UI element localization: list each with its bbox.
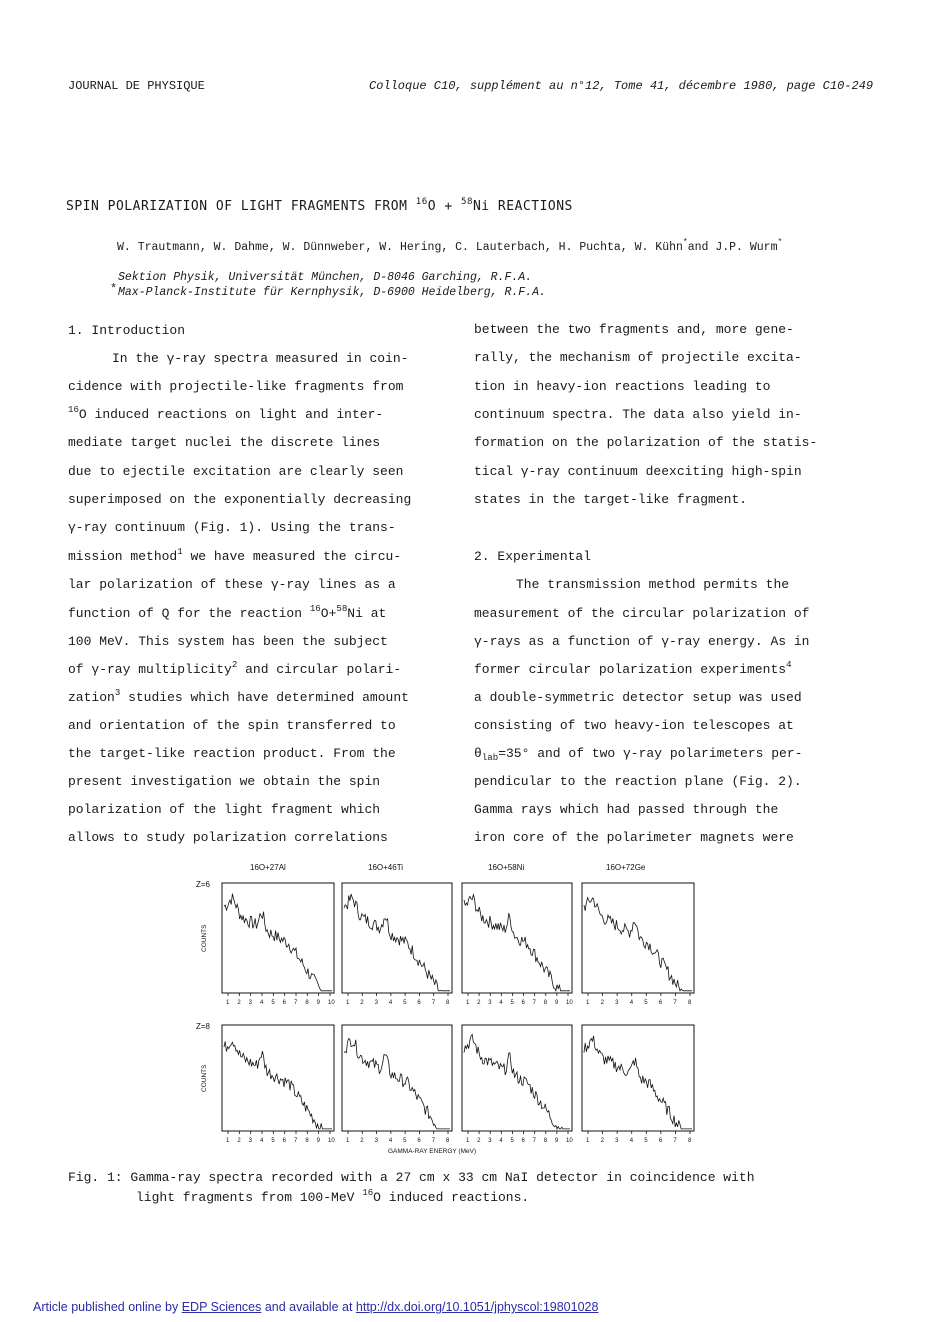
x-tick-label: 1: [346, 1138, 350, 1144]
x-tick-label: 3: [615, 1000, 619, 1006]
edp-sciences-link[interactable]: EDP Sciences: [181, 1300, 262, 1314]
x-tick-label: 1: [346, 1000, 350, 1006]
text-line: measurement of the circular polarization of: [474, 606, 810, 621]
x-tick-label: 1: [586, 1138, 590, 1144]
text-line: γ-ray continuum (Fig. 1). Using the trans-: [68, 520, 396, 535]
x-tick-label: 10: [328, 1000, 335, 1006]
text-line: superimposed on the exponentially decreasing: [68, 492, 412, 507]
row-label: Z=6: [196, 880, 211, 889]
text-line: iron core of the polarimeter magnets were: [474, 830, 794, 845]
panel-title: 16O+27Al: [250, 863, 286, 872]
text-line: mediate target nuclei the discrete lines: [68, 435, 381, 450]
x-tick-label: 5: [403, 1000, 407, 1006]
citation-line: Colloque C10, supplément au n°12, Tome 41, décembre 1980, page C10-249: [369, 79, 874, 93]
x-tick-label: 8: [543, 1138, 548, 1144]
text-line: mission method$^1$ we have measured the circu-: [68, 546, 402, 564]
x-tick-label: 10: [328, 1138, 335, 1144]
affiliation-star: *: [110, 282, 118, 296]
x-tick-label: 3: [488, 1000, 492, 1006]
text-line: states in the target-like fragment.: [474, 492, 748, 507]
text-line: $^{16}$O induced reactions on light and inter-: [68, 404, 384, 422]
affiliation-2: Max-Planck-Institute für Kernphysik, D-6900 Heidelberg, R.F.A.: [118, 286, 546, 299]
text-line: polarization of the light fragment which: [68, 802, 381, 817]
x-tick-label: 2: [237, 1138, 241, 1144]
spectrum-trace: [464, 895, 570, 991]
spectrum-frame: [582, 1025, 694, 1131]
x-tick-label: 7: [294, 1000, 298, 1006]
spectrum-frame: [342, 1025, 452, 1131]
text-line: and orientation of the spin transferred to: [68, 718, 396, 733]
spectrum-frame: [462, 1025, 572, 1131]
text-line: of γ-ray multiplicity$^2$ and circular polari-: [68, 659, 402, 677]
spectrum-trace: [344, 894, 450, 991]
x-tick-label: 4: [388, 1000, 393, 1006]
text-line: allows to study polarization correlations: [68, 830, 388, 845]
x-tick-label: 6: [521, 1000, 525, 1006]
gamma-spectra-figure: [190, 855, 710, 1160]
x-tick-label: 5: [510, 1000, 514, 1006]
x-tick-label: 5: [271, 1138, 275, 1144]
x-tick-label: 7: [532, 1138, 537, 1144]
figure-caption-line2: light fragments from 100-MeV $^{16}$O induced reactions.: [136, 1187, 530, 1205]
x-tick-label: 6: [521, 1138, 525, 1144]
x-tick-label: 8: [446, 1000, 450, 1006]
x-tick-label: 2: [237, 1000, 241, 1006]
spectrum-trace: [584, 898, 692, 991]
x-tick-label: 5: [644, 1000, 648, 1006]
section-heading-introduction: 1. Introduction: [68, 323, 186, 338]
x-axis-label: GAMMA-RAY ENERGY (MeV): [388, 1148, 477, 1155]
text-line: present investigation we obtain the spin: [68, 774, 381, 789]
x-tick-label: 5: [403, 1138, 407, 1144]
x-tick-label: 9: [316, 1138, 321, 1144]
x-tick-label: 5: [271, 1000, 275, 1006]
x-tick-label: 2: [600, 1000, 604, 1006]
text-line: formation on the polarization of the statis-: [474, 435, 818, 450]
x-tick-label: 9: [554, 1138, 559, 1144]
text-line: Gamma rays which had passed through the: [474, 802, 779, 817]
spectrum-trace: [344, 1039, 450, 1129]
x-tick-label: 4: [499, 1138, 503, 1144]
y-axis-label: COUNTS: [201, 1064, 208, 1092]
x-tick-label: 3: [615, 1138, 619, 1144]
y-axis-label: COUNTS: [201, 924, 208, 952]
x-tick-label: 4: [388, 1138, 393, 1144]
spectrum-trace: [584, 1036, 692, 1129]
text-line: between the two fragments and, more gene-: [474, 322, 794, 337]
x-tick-label: 5: [644, 1138, 648, 1144]
x-tick-label: 8: [305, 1000, 309, 1006]
text-line: rally, the mechanism of projectile excita-: [474, 350, 802, 365]
x-tick-label: 8: [688, 1138, 692, 1144]
x-tick-label: 3: [374, 1000, 378, 1006]
x-tick-label: 5: [510, 1138, 514, 1144]
panel-title: 16O+58Ni: [488, 863, 525, 872]
x-tick-label: 2: [360, 1138, 364, 1144]
x-tick-label: 4: [629, 1138, 634, 1144]
x-tick-label: 3: [488, 1138, 492, 1144]
panel-title: 16O+72Ge: [606, 863, 646, 872]
text-line: consisting of two heavy-ion telescopes at: [474, 718, 794, 733]
spectrum-trace: [464, 1034, 570, 1129]
x-tick-label: 4: [260, 1138, 264, 1144]
text-line: In the γ-ray spectra measured in coin-: [112, 351, 409, 366]
x-tick-label: 9: [316, 1000, 321, 1006]
x-tick-label: 8: [305, 1138, 309, 1144]
x-tick-label: 2: [600, 1138, 604, 1144]
figure-caption-line1: Fig. 1: Gamma-ray spectra recorded with a 27 cm x 33 cm NaI detector in coincidence with: [68, 1170, 755, 1185]
spectrum-trace: [224, 1041, 332, 1129]
x-tick-label: 10: [566, 1000, 573, 1006]
text-line: due to ejectile excitation are clearly seen: [68, 464, 404, 479]
x-tick-label: 8: [446, 1138, 450, 1144]
doi-link[interactable]: http://dx.doi.org/10.1051/jphyscol:19801028: [355, 1300, 599, 1314]
x-tick-label: 7: [673, 1000, 677, 1006]
x-tick-label: 6: [282, 1138, 287, 1144]
text-line: tical γ-ray continuum deexciting high-spin: [474, 464, 802, 479]
text-line: pendicular to the reaction plane (Fig. 2).: [474, 774, 802, 789]
text-line: former circular polarization experiments$^4$: [474, 659, 792, 677]
journal-name: JOURNAL DE PHYSIQUE: [68, 79, 205, 93]
x-tick-label: 3: [374, 1138, 378, 1144]
spectrum-frame: [582, 883, 694, 993]
x-tick-label: 1: [466, 1138, 470, 1144]
x-tick-label: 8: [543, 1000, 548, 1006]
text-line: $\theta_{lab}=35^\circ$ and of two γ-ray polarimeters per-: [474, 746, 803, 763]
panel-title: 16O+46Ti: [368, 863, 404, 872]
x-tick-label: 6: [658, 1138, 663, 1144]
affiliation-1: Sektion Physik, Universität München, D-8046 Garching, R.F.A.: [118, 271, 533, 284]
text-line: The transmission method permits the: [516, 577, 790, 592]
x-tick-label: 1: [226, 1000, 230, 1006]
x-tick-label: 1: [466, 1000, 470, 1006]
x-tick-label: 6: [417, 1138, 421, 1144]
row-label: Z=8: [196, 1022, 211, 1031]
x-tick-label: 2: [360, 1000, 364, 1006]
x-tick-label: 2: [477, 1000, 481, 1006]
spectrum-trace: [224, 894, 332, 991]
text-line: zation$^3$ studies which have determined amount: [68, 687, 409, 705]
x-tick-label: 7: [673, 1138, 677, 1144]
x-tick-label: 7: [431, 1138, 436, 1144]
author-list: W. Trautmann, W. Dahme, W. Dünnweber, W. Hering, C. Lauterbach, H. Puchta, W. Kühn*and J.P. Wurm*: [117, 238, 783, 254]
x-tick-label: 1: [586, 1000, 590, 1006]
x-tick-label: 6: [658, 1000, 663, 1006]
x-tick-label: 7: [431, 1000, 436, 1006]
publication-footer: Article published online by EDP Sciences and available at http://dx.doi.org/10.1051/jphyscol:19801028: [33, 1300, 599, 1314]
text-line: cidence with projectile-like fragments from: [68, 379, 404, 394]
x-tick-label: 10: [566, 1138, 573, 1144]
x-tick-label: 4: [499, 1000, 503, 1006]
x-tick-label: 9: [554, 1000, 559, 1006]
x-tick-label: 3: [248, 1138, 253, 1144]
text-line: the target-like reaction product. From the: [68, 746, 396, 761]
x-tick-label: 2: [477, 1138, 481, 1144]
text-line: lar polarization of these γ-ray lines as a: [68, 577, 396, 592]
x-tick-label: 6: [282, 1000, 287, 1006]
text-line: tion in heavy-ion reactions leading to: [474, 379, 771, 394]
text-line: continuum spectra. The data also yield in-: [474, 407, 802, 422]
x-tick-label: 4: [260, 1000, 264, 1006]
x-tick-label: 3: [248, 1000, 253, 1006]
x-tick-label: 4: [629, 1000, 634, 1006]
paper-title: SPIN POLARIZATION OF LIGHT FRAGMENTS FROM $^{16}$O + $^{58}$Ni REACTIONS: [66, 197, 573, 214]
text-line: γ-rays as a function of γ-ray energy. As in: [474, 634, 810, 649]
text-line: 100 MeV. This system has been the subject: [68, 634, 388, 649]
x-tick-label: 6: [417, 1000, 421, 1006]
spectrum-frame: [222, 883, 334, 993]
text-line: function of Q for the reaction $^{16}$O+$^{58}$Ni at: [68, 603, 387, 621]
x-tick-label: 7: [532, 1000, 537, 1006]
x-tick-label: 1: [226, 1138, 230, 1144]
x-tick-label: 7: [294, 1138, 298, 1144]
x-tick-label: 8: [688, 1000, 692, 1006]
text-line: a double-symmetric detector setup was used: [474, 690, 802, 705]
section-heading-experimental: 2. Experimental: [474, 549, 592, 564]
